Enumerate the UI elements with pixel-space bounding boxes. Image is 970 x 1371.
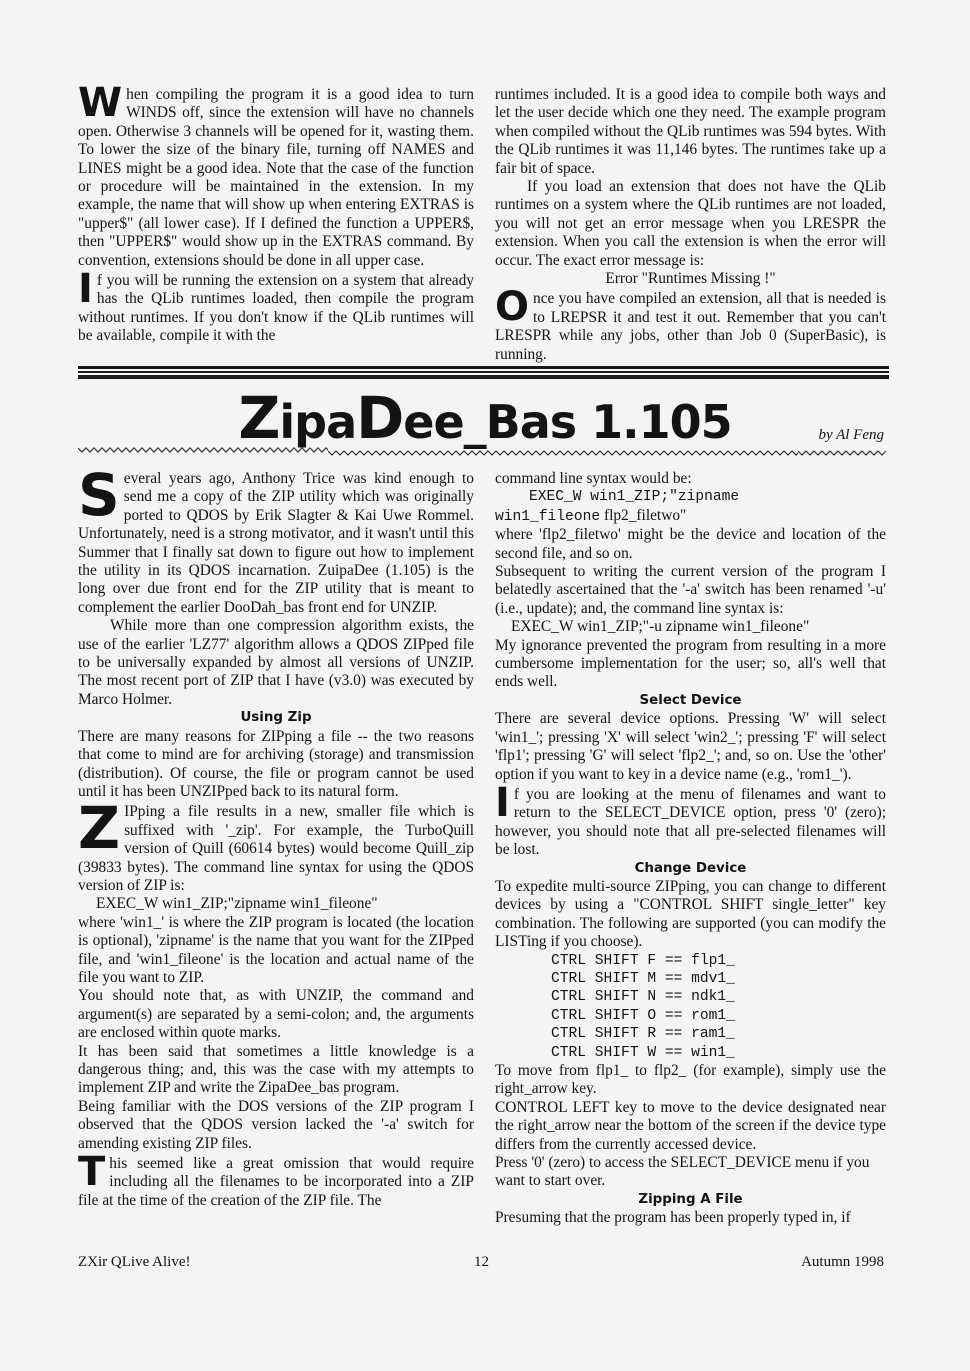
code-line: win1_fileone flp2_filetwo" (495, 506, 687, 525)
drop-cap: S (78, 461, 120, 529)
drop-cap: W (78, 80, 123, 126)
paragraph: While more than one compression algorithm exists, the use of the earlier 'LZ77' algorithm allows a QDOS ZIPped file to be universally expanded by almost all versions of UNZIP. The most recent port of ZIP that I have (v3.0) was executed by Marco Holmer. (78, 617, 474, 708)
paragraph: CONTROL LEFT key to move to the device designated near the right_arrow near the bottom of the screen if the device type differs from the currently accessed device. (495, 1098, 886, 1153)
drop-cap: I (78, 266, 93, 313)
paragraph: Subsequent to writing the current version of the program I belatedly ascertained that the '-a' switch has been renamed '-u' (i.e., update); and, the command line syntax is: (495, 563, 886, 617)
command-example: EXEC_W win1_ZIP;"zipname win1_fileone" (96, 895, 378, 913)
paragraph: Being familiar with the DOS versions of the ZIP program I observed that the QDOS version lacked the '-a' switch for amending existing ZIP files. (78, 1097, 474, 1152)
article-right-column (495, 470, 886, 1228)
paragraph: It has been said that sometimes a little knowledge is a dangerous thing; and, this was the case with my attempts to implement ZIP and write the ZipaDee_bas program. (78, 1042, 474, 1097)
article-left-column (78, 461, 474, 1210)
command-example: EXEC_W win1_ZIP;"-u zipname win1_fileone" (511, 618, 810, 636)
key-combination-list (495, 952, 886, 1062)
top-right-paragraph-2: If you load an extension that does not have the QLib runtimes on a system where the QLib runtimes are not loaded, you will not get an error message when you LRESPR the extension. When you call the extension is when the error will occur. The exact error message is: (495, 178, 886, 269)
top-left-column (78, 80, 474, 346)
key-combination: CTRL SHIFT N == ndk1_ (551, 989, 735, 1006)
paragraph: This seemed like a great omission that would require including all the filenames to be incorporated into a ZIP file at the time of the creation of the ZIP file. The (78, 1149, 474, 1209)
subheading-zipping-a-file: Zipping A File (638, 1191, 743, 1207)
footer-publication: ZXir QLive Alive! (78, 1254, 191, 1270)
byline: by Al Feng (818, 427, 884, 443)
paragraph: Press '0' (zero) to access the SELECT_DEVICE menu if you want to start over. (495, 1154, 870, 1190)
top-paragraph-1: When compiling the program it is a good idea to turn WINDS off, since the extension will have no channels open. Otherwise 3 channels will be opened for it, wasting them. To lower the size of the binary file, turning off NAMES and LINES might be a good idea. Note that the case of the function or procedure will be maintained in the extension. In my example, the name that will show up when entering EXTRAS is "upper$" (all lower case). If I defined the function a UPPER$, then "UPPER$" would show up in the EXTRAS command. By convention, extensions should be done in all upper case. (78, 80, 474, 269)
paragraph: where 'flp2_filetwo' might be the device and location of the second file, and so on. (495, 526, 886, 562)
page-number: 12 (474, 1254, 489, 1270)
paragraph: To move from flp1_ to flp2_ (for example), simply use the right_arrow key. (495, 1062, 886, 1098)
key-combination: CTRL SHIFT O == rom1_ (551, 1007, 735, 1024)
top-right-paragraph-1: runtimes included. It is a good idea to compile both ways and let the user decide which one they need. The example program when compiled without the QLib runtimes was 594 bytes. With the QLib runtimes it was 11,146 bytes. The runtimes take up a fair bit of space. (495, 86, 886, 177)
drop-cap: Z (78, 794, 121, 863)
paragraph: To expedite multi-source ZIPping, you can change to different devices by using a "CONTROL SHIFT single_letter" key combination. The following are supported (you can modify the LISTing if you choose). (495, 877, 886, 951)
error-message: Error "Runtimes Missing !" (605, 270, 776, 288)
wavy-divider-middle (328, 447, 798, 463)
key-combination: CTRL SHIFT M == mdv1_ (551, 970, 735, 987)
paragraph: command line syntax would be: (495, 470, 692, 487)
wavy-divider-left (78, 441, 328, 457)
paragraph: There are many reasons for ZIPping a file -- the two reasons that come to mind are for archiving (storage) and transmission (distribution). Of course, the file or program cannot be used until it has been UNZIPped back to its natural form. (78, 727, 474, 800)
paragraph: My ignorance prevented the program from resulting in a more cumbersome implementation for the user; so, all's well that ends well. (495, 636, 886, 691)
paragraph: where 'win1_' is where the ZIP program is located (the location is optional), 'zipname' is the name that you want for the ZIPped file, and 'win1_fileone' is the location and actual name of the file you want to ZIP. (78, 913, 474, 986)
key-combination: CTRL SHIFT R == ram1_ (551, 1026, 735, 1043)
paragraph: If you are looking at the menu of filenames and want to return to the SELECT_DEVICE option, press '0' (zero); however, you should note that all pre-selected filenames will be lost. (495, 779, 886, 859)
top-right-column (495, 86, 886, 364)
paragraph: You should note that, as with UNZIP, the command and argument(s) are separated by a semi-colon; and, the arguments are enclosed within quote marks. (78, 987, 474, 1042)
subheading-using-zip: Using Zip (240, 710, 312, 726)
wavy-divider-right (798, 444, 888, 460)
article-title: ZipaDee_Bas 1.105 (238, 384, 732, 452)
key-combination: CTRL SHIFT F == flp1_ (551, 952, 735, 969)
code-line: EXEC_W win1_ZIP;"zipname (529, 489, 740, 506)
paragraph: Several years ago, Anthony Trice was kind enough to send me a copy of the ZIP utility which was originally ported to QDOS by Erik Slagter & Kai Uwe Rommel. Unfortunately, need is a strong motivator, and it wasn't until this Summer that I finally sat down to figure out how to implement the utility in its QDOS incarnation. ZuipaDee (1.105) is the long over due front end for the ZIP utility that is meant to complement the earlier DooDah_bas front end for UNZIP. (78, 461, 474, 616)
subheading-select-device: Select Device (639, 692, 742, 708)
drop-cap: I (495, 779, 510, 826)
top-right-paragraph-3: Once you have compiled an extension, all that is needed is to LREPSR it and test it out. Remember that you can't LRESPR while any jobs, other than Job 0 (SuperBasic), is running. (495, 284, 886, 363)
footer-issue: Autumn 1998 (801, 1254, 884, 1270)
drop-cap: O (495, 284, 530, 331)
top-paragraph-2: If you will be running the extension on a system that already has the QLib runtimes loaded, then compile the program without runtimes. If you don't know if the QLib runtimes will be available, compile it with the (78, 266, 474, 345)
paragraph: There are several device options. Pressing 'W' will select 'win1_'; pressing 'X' will select 'win2_'; pressing 'F' will select 'flp1'; pressing 'G' will select 'flp2_'; and, so on. Use the 'other' option if you want to key in a device name (e.g., 'rom1_'). (495, 710, 886, 783)
key-combination: CTRL SHIFT W == win1_ (551, 1044, 735, 1061)
drop-cap: T (78, 1149, 106, 1196)
paragraph: Z IPping a file results in a new, smaller file which is suffixed with '_zip'. For example, the TurboQuill version of Quill (60614 bytes) would become Quill_zip (39833 bytes). The command line syntax for using the QDOS version of ZIP is: (78, 794, 474, 894)
subheading-change-device: Change Device (634, 860, 747, 876)
paragraph: Presuming that the program has been properly typed in, if (495, 1209, 851, 1227)
